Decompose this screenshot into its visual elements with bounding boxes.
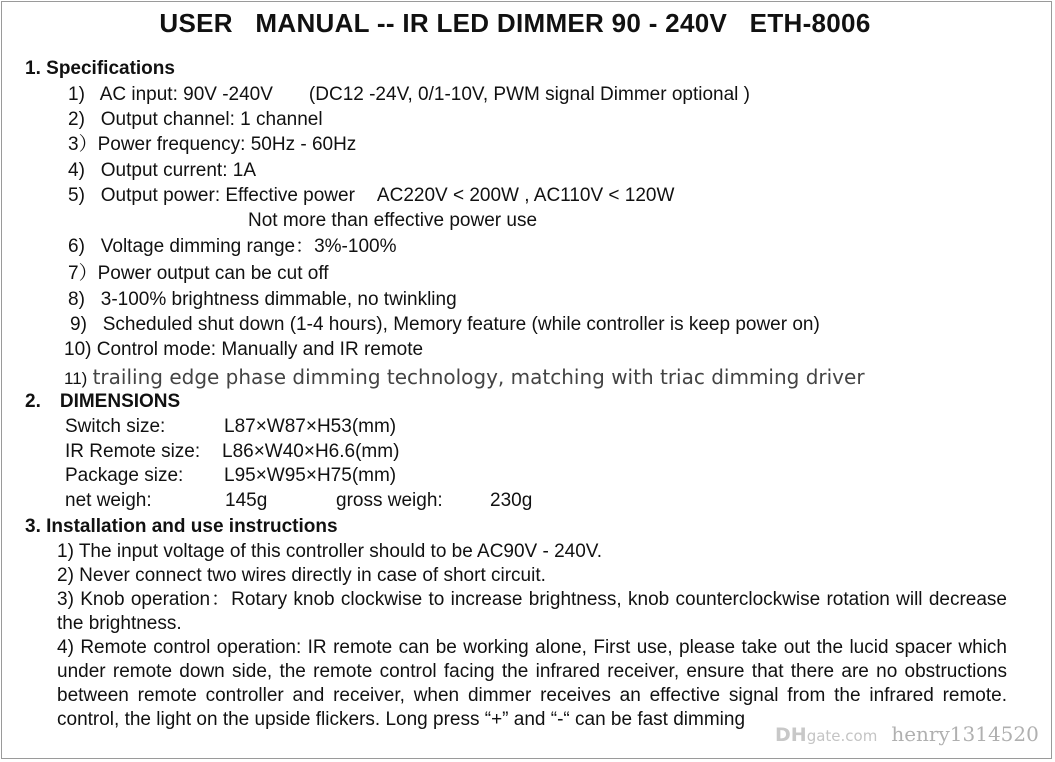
- page-title: USER MANUAL -- IR LED DIMMER 90 - 240V ETH-8006: [159, 8, 871, 38]
- section-number: 1.: [25, 58, 41, 79]
- item-number: 1): [68, 84, 85, 105]
- item-text: Output current: 1A: [100, 160, 256, 181]
- item-text: Output power: Effective power: [100, 185, 355, 206]
- package-size-value: L95×W95×H75(mm): [224, 465, 397, 486]
- item-number: 11): [64, 369, 88, 388]
- spec-item-4: [68, 160, 256, 182]
- section-title: Specifications: [46, 58, 175, 79]
- spec-item-8: [68, 289, 457, 311]
- item-number: 4): [68, 160, 85, 181]
- item-text: Power output can be cut off: [97, 263, 329, 284]
- section-title: DIMENSIONS: [59, 391, 181, 412]
- item-extra: AC220V < 200W , AC110V < 120W: [376, 185, 675, 206]
- item-text: Control mode: Manually and IR remote: [96, 339, 424, 360]
- remote-size-label: IR Remote size:: [65, 441, 201, 462]
- watermark-domain: gate.com: [806, 727, 878, 745]
- item-text: Voltage dimming range：3%-100%: [100, 236, 397, 257]
- item-number: 2): [68, 109, 85, 130]
- net-weight-value: 145g: [225, 490, 268, 511]
- item-text: Output channel: 1 channel: [100, 109, 323, 130]
- gross-weight-label: gross weigh:: [336, 490, 443, 511]
- net-weight-label: net weigh:: [65, 490, 152, 511]
- spec-item-5: [68, 185, 674, 207]
- item-text: Scheduled shut down (1-4 hours), Memory feature (while controller is keep power on): [102, 314, 820, 335]
- item-number: 10): [64, 339, 92, 360]
- item-number: 8): [68, 289, 85, 310]
- spec-item-9: [70, 314, 820, 336]
- package-size-label: Package size:: [65, 465, 184, 486]
- item-number: 9): [70, 314, 87, 335]
- spec-item-10: [64, 339, 423, 361]
- section-title: Installation and use instructions: [46, 516, 338, 537]
- instruction-3: 3) Knob operation：Rotary knob clockwise to increase brightness, knob counterclockwise rotation will decrease the brightness.: [57, 589, 1007, 634]
- item-number: 7）: [68, 263, 98, 284]
- spec-item-3: [68, 134, 356, 156]
- gross-weight-value: 230g: [490, 490, 533, 511]
- instruction-1: 1) The input voltage of this controller should to be AC90V - 240V.: [57, 541, 603, 562]
- instruction-2: 2) Never connect two wires directly in case of short circuit.: [57, 565, 546, 586]
- item-text: 3-100% brightness dimmable, no twinkling: [100, 289, 457, 310]
- switch-size-label: Switch size:: [65, 416, 166, 437]
- item-text: AC input: 90V -240V: [99, 84, 273, 105]
- instruction-4: 4) Remote control operation: IR remote can be working alone, First use, please take out the lucid spacer which under remote down side, the remote control facing the infrared receiver, ensure that there are no obstructions between remote controller and receiver, when dimmer receives an effective signal from the infrared remote. control, the light on the upside flickers. Long press “+” and “-“ can be fast dimming: [57, 637, 1007, 730]
- spec-item-1: [68, 84, 750, 106]
- spec-item-2: [68, 109, 323, 131]
- watermark-logo: DH: [775, 724, 807, 746]
- switch-size-value: L87×W87×H53(mm): [224, 416, 397, 437]
- item-text: Power frequency: 50Hz - 60Hz: [97, 134, 357, 155]
- section-number: 3.: [25, 516, 41, 537]
- installation-heading: [25, 516, 338, 538]
- item-text: trailing edge phase dimming technology, matching with triac dimming driver: [92, 365, 865, 389]
- watermark: [775, 722, 1039, 750]
- spec-item-7: [68, 263, 329, 285]
- item-number: 5): [68, 185, 85, 206]
- item-number: 3）: [68, 134, 98, 155]
- item-number: 6): [68, 236, 85, 257]
- spec-item-11: [64, 366, 865, 390]
- item-extra: (DC12 -24V, 0/1-10V, PWM signal Dimmer optional ): [308, 84, 750, 105]
- specifications-heading: [25, 58, 175, 80]
- spec-item-6: [68, 236, 396, 258]
- spec-item-5-note: Not more than effective power use: [248, 210, 538, 231]
- watermark-user: henry1314520: [891, 722, 1039, 746]
- remote-size-value: L86×W40×H6.6(mm): [222, 441, 400, 462]
- section-number: 2.: [25, 391, 41, 412]
- dimensions-heading: [25, 391, 180, 413]
